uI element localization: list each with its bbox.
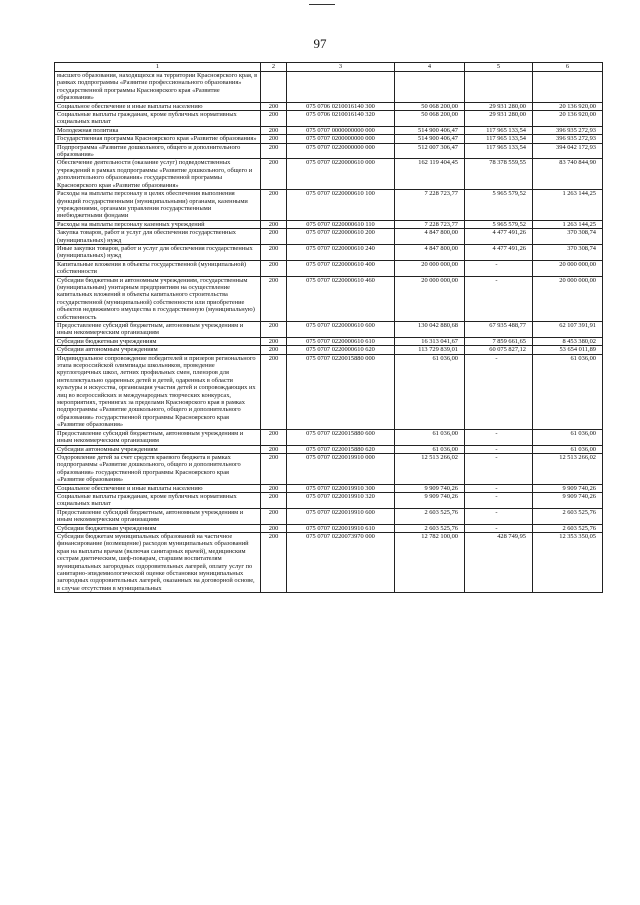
table-row [55, 190, 603, 221]
table-cell: 075 0707 0220015880 600 [287, 429, 395, 445]
table-cell: Обеспечение деятельности (оказание услуг) подведомственных учреждений в рамках подпрограммы «Развитие дошкольного, общего и дополнительного образования» государственной программы Красноярского края «Развитие образования» [55, 159, 261, 190]
table-cell: 200 [261, 229, 287, 245]
table-cell: 200 [261, 159, 287, 190]
table-cell: 83 740 844,90 [533, 159, 603, 190]
table-cell: Субсидии бюджетным учреждениям [55, 337, 261, 345]
table-cell: 50 068 200,00 [395, 102, 465, 110]
table-cell: Закупка товаров, работ и услуг для обеспечения государственных (муниципальных) нужд [55, 229, 261, 245]
table-cell: - [465, 276, 533, 321]
table-cell: 67 935 488,77 [465, 322, 533, 338]
column-header: 2 [261, 63, 287, 72]
table-row [55, 72, 603, 103]
table-cell: 78 378 559,55 [465, 159, 533, 190]
table-cell [261, 72, 287, 103]
column-header: 6 [533, 63, 603, 72]
table-cell: 29 931 280,00 [465, 102, 533, 110]
table-cell: 12 353 350,05 [533, 532, 603, 592]
table-cell: 200 [261, 445, 287, 453]
table-cell: 1 263 144,25 [533, 190, 603, 221]
table-cell: 075 0707 0220019910 320 [287, 492, 395, 508]
table-row [55, 322, 603, 338]
table-cell: 200 [261, 429, 287, 445]
table-cell: 200 [261, 260, 287, 276]
table-cell: 200 [261, 244, 287, 260]
table-cell: 12 513 266,02 [395, 453, 465, 484]
table-cell [533, 72, 603, 103]
table-cell: Государственная программа Красноярского края «Развитие образования» [55, 135, 261, 143]
table-cell: 62 107 391,91 [533, 322, 603, 338]
table-cell: Оздоровление детей за счет средств краевого бюджета в рамках подпрограммы «Развитие дошкольного, общего и дополнительного образования» государственной программы Красноярского края «Развитие образования» [55, 453, 261, 484]
table-row [55, 445, 603, 453]
table-cell: 20 000 000,00 [533, 276, 603, 321]
table-cell: 5 965 579,52 [465, 190, 533, 221]
table-row [55, 220, 603, 228]
table-cell: 61 036,00 [395, 445, 465, 453]
table-cell: Капитальные вложения в объекты государственной (муниципальной) собственности [55, 260, 261, 276]
table-cell: 514 900 406,47 [395, 135, 465, 143]
table-cell: 200 [261, 220, 287, 228]
table-row [55, 508, 603, 524]
table-row [55, 135, 603, 143]
table-cell: 075 0707 0220019910 610 [287, 524, 395, 532]
column-header: 5 [465, 63, 533, 72]
table-cell: 396 935 272,93 [533, 135, 603, 143]
table-cell: 4 477 491,26 [465, 244, 533, 260]
table-cell: 2 603 525,76 [533, 508, 603, 524]
table-row [55, 484, 603, 492]
table-cell: Субсидии автономным учреждениям [55, 346, 261, 354]
header-row [55, 63, 603, 72]
table-cell: Предоставление субсидий бюджетным, автономным учреждениям и иным некоммерческим организациям [55, 429, 261, 445]
table-cell: 130 042 880,68 [395, 322, 465, 338]
page-number: 97 [313, 36, 327, 51]
table-cell: 075 0707 0220000610 200 [287, 229, 395, 245]
table-cell: Социальные выплаты гражданам, кроме публичных нормативных социальных выплат [55, 111, 261, 127]
table-cell: 61 036,00 [395, 354, 465, 429]
table-cell: 075 0707 0220073970 000 [287, 532, 395, 592]
table-cell: 075 0707 0220000610 110 [287, 220, 395, 228]
table-cell: - [465, 484, 533, 492]
table-row [55, 524, 603, 532]
table-cell: Субсидии бюджетным учреждениям [55, 524, 261, 532]
table-row [55, 143, 603, 159]
table-cell: 20 000 000,00 [395, 260, 465, 276]
table-row [55, 453, 603, 484]
column-header: 4 [395, 63, 465, 72]
table-cell: 117 965 133,54 [465, 135, 533, 143]
table-cell: 162 119 404,45 [395, 159, 465, 190]
table-cell: 4 847 800,00 [395, 244, 465, 260]
table-row [55, 229, 603, 245]
table-cell: 61 036,00 [533, 445, 603, 453]
table-cell: 20 000 000,00 [533, 260, 603, 276]
table-cell: - [465, 453, 533, 484]
table-cell: 200 [261, 354, 287, 429]
table-cell: 4 847 800,00 [395, 229, 465, 245]
table-cell: 20 136 920,00 [533, 102, 603, 110]
table-cell: - [465, 508, 533, 524]
table-cell: Индивидуальное сопровождение победителей и призеров регионального этапа всероссийской олимпиады школьников, проведение круглогодичных школ, летних профильных смен, пленэров для интеллектуально одаренных детей и детей, одаренных в области культуры и искусства, организация участия детей и сопровождающих их лиц во всероссийских и международных творческих конкурсах, мероприятиях, тренингах за пределами Красноярского края в рамках подпрограммы «Развитие дошкольного, общего и дополнительного образования» государственной программы Красноярского края «Развитие образования» [55, 354, 261, 429]
table-cell: 075 0706 0210016140 300 [287, 102, 395, 110]
table-cell: - [465, 492, 533, 508]
table-cell: 60 075 827,12 [465, 346, 533, 354]
table-cell: 075 0707 0220015880 000 [287, 354, 395, 429]
table-cell: 20 136 920,00 [533, 111, 603, 127]
table-cell: 200 [261, 484, 287, 492]
table-cell [465, 72, 533, 103]
table-row [55, 337, 603, 345]
table-cell: 075 0707 0220019910 000 [287, 453, 395, 484]
table-cell: 075 0706 0210016140 320 [287, 111, 395, 127]
table-cell: 370 308,74 [533, 244, 603, 260]
table-cell: 075 0707 0220000610 610 [287, 337, 395, 345]
table-cell [395, 72, 465, 103]
table-cell: высшего образования, находящихся на территории Красноярского края, в рамках подпрограммы «Развитие профессионального образования» государственной программы Красноярского края «Развитие образования» [55, 72, 261, 103]
table-cell: 075 0707 0220000610 000 [287, 159, 395, 190]
table-cell: 396 935 272,93 [533, 126, 603, 134]
table-cell: 075 0707 0220000610 460 [287, 276, 395, 321]
table-cell: 200 [261, 453, 287, 484]
table-cell: 200 [261, 190, 287, 221]
table-cell: Субсидии бюджетам муниципальных образований на частичное финансирование (возмещение) расходов муниципальных образований края на выплаты врачам (включая санитарных врачей), медицинским сестрам диетическим, шеф-поварам, старшим воспитателям муниципальных загородных оздоровительных лагерей, оплату услуг по санитарно-эпидемиологической оценке обстановки муниципальных загородных оздоровительных лагерей, оказанных на договорной основе, в случае отсутствия в муниципальных [55, 532, 261, 592]
table-cell: 075 0707 0220000610 400 [287, 260, 395, 276]
table-cell: Социальное обеспечение и иные выплаты населению [55, 484, 261, 492]
table-cell: 9 909 740,26 [533, 492, 603, 508]
table-row [55, 159, 603, 190]
table-cell: 29 931 280,00 [465, 111, 533, 127]
table-cell: 7 228 723,77 [395, 220, 465, 228]
table-cell: 2 603 525,76 [395, 524, 465, 532]
table-cell: 117 965 133,54 [465, 143, 533, 159]
table-cell: 200 [261, 135, 287, 143]
table-cell: 2 603 525,76 [395, 508, 465, 524]
table-cell: Молодежная политика [55, 126, 261, 134]
table-cell: Предоставление субсидий бюджетным, автономным учреждениям и иным некоммерческим организациям [55, 322, 261, 338]
table-cell: 075 0707 0220019910 300 [287, 484, 395, 492]
table-cell: 12 782 100,00 [395, 532, 465, 592]
budget-table [54, 62, 603, 593]
table-cell: 61 036,00 [533, 354, 603, 429]
table-cell: 12 513 266,02 [533, 453, 603, 484]
table-row [55, 346, 603, 354]
table-cell: 5 965 579,52 [465, 220, 533, 228]
table-cell: 075 0707 0000000000 000 [287, 126, 395, 134]
table-cell: 20 000 000,00 [395, 276, 465, 321]
table-cell: 200 [261, 492, 287, 508]
table-cell: 200 [261, 143, 287, 159]
table-cell: Субсидии бюджетным и автономным учреждениям, государственным (муниципальным) унитарным предприятиям на осуществление капитальных вложений в объекты капитального строительства государственной (муниципальной) собственности или приобретение объектов недвижимого имущества в государственную (муниципальную) собственность [55, 276, 261, 321]
table-cell: - [465, 354, 533, 429]
table-cell: - [465, 524, 533, 532]
top-dash [309, 4, 335, 5]
table-row [55, 102, 603, 110]
table-row [55, 244, 603, 260]
table-row [55, 126, 603, 134]
table-row [55, 429, 603, 445]
table-cell: 61 036,00 [395, 429, 465, 445]
table-cell: Подпрограмма «Развитие дошкольного, общего и дополнительного образования» [55, 143, 261, 159]
table-row [55, 492, 603, 508]
table-cell: 200 [261, 102, 287, 110]
table-cell: 9 909 740,26 [533, 484, 603, 492]
table-cell [287, 72, 395, 103]
table-cell: 9 909 740,26 [395, 492, 465, 508]
table-cell: - [465, 429, 533, 445]
table-cell: 200 [261, 126, 287, 134]
table-cell: 075 0707 0220000000 000 [287, 143, 395, 159]
table-cell: 512 007 306,47 [395, 143, 465, 159]
table-cell: Социальное обеспечение и иные выплаты населению [55, 102, 261, 110]
table-cell: 075 0707 0220019910 600 [287, 508, 395, 524]
table-cell: 9 909 740,26 [395, 484, 465, 492]
table-cell: 4 477 491,26 [465, 229, 533, 245]
table-cell: 200 [261, 322, 287, 338]
table-cell: 1 263 144,25 [533, 220, 603, 228]
table-cell: 075 0707 0220000610 600 [287, 322, 395, 338]
table-cell: 200 [261, 276, 287, 321]
table-row [55, 532, 603, 592]
table-row [55, 276, 603, 321]
table-cell: 7 859 661,65 [465, 337, 533, 345]
table-cell: 200 [261, 508, 287, 524]
table-cell: Расходы на выплаты персоналу в целях обеспечения выполнения функций государственными (муниципальными) органами, казенными учреждениями, органами управления государственными внебюджетными фондами [55, 190, 261, 221]
table-cell: 7 228 723,77 [395, 190, 465, 221]
column-header: 1 [55, 63, 261, 72]
table-cell: 075 0707 0220000610 620 [287, 346, 395, 354]
table-cell: 61 036,00 [533, 429, 603, 445]
table-row [55, 111, 603, 127]
table-cell: 075 0707 0220000610 240 [287, 244, 395, 260]
table-cell: 428 749,95 [465, 532, 533, 592]
table-cell: 200 [261, 337, 287, 345]
column-header: 3 [287, 63, 395, 72]
table-cell: 8 453 380,02 [533, 337, 603, 345]
table-cell: 113 729 839,01 [395, 346, 465, 354]
table-cell: 075 0707 0200000000 000 [287, 135, 395, 143]
table-cell: Расходы на выплаты персоналу казенных учреждений [55, 220, 261, 228]
table-body [55, 72, 603, 593]
table-cell: 53 654 011,89 [533, 346, 603, 354]
table-cell: Субсидии автономным учреждениям [55, 445, 261, 453]
table-cell: Иные закупки товаров, работ и услуг для обеспечения государственных (муниципальных) нужд [55, 244, 261, 260]
table-row [55, 260, 603, 276]
table-row [55, 354, 603, 429]
table-cell: 075 0707 0220000610 100 [287, 190, 395, 221]
table-cell: 514 900 406,47 [395, 126, 465, 134]
table-cell: - [465, 260, 533, 276]
table-cell: Социальные выплаты гражданам, кроме публичных нормативных социальных выплат [55, 492, 261, 508]
table-cell: 16 313 041,67 [395, 337, 465, 345]
table-cell: 075 0707 0220015880 620 [287, 445, 395, 453]
table-cell: 370 308,74 [533, 229, 603, 245]
table-cell: 200 [261, 524, 287, 532]
table-cell: 200 [261, 111, 287, 127]
table-cell: 200 [261, 532, 287, 592]
table-cell: 2 603 525,76 [533, 524, 603, 532]
table-cell: - [465, 445, 533, 453]
table-cell: 200 [261, 346, 287, 354]
table-cell: 50 068 200,00 [395, 111, 465, 127]
table-cell: 394 042 172,93 [533, 143, 603, 159]
table-cell: 117 965 133,54 [465, 126, 533, 134]
table-cell: Предоставление субсидий бюджетным, автономным учреждениям и иным некоммерческим организациям [55, 508, 261, 524]
